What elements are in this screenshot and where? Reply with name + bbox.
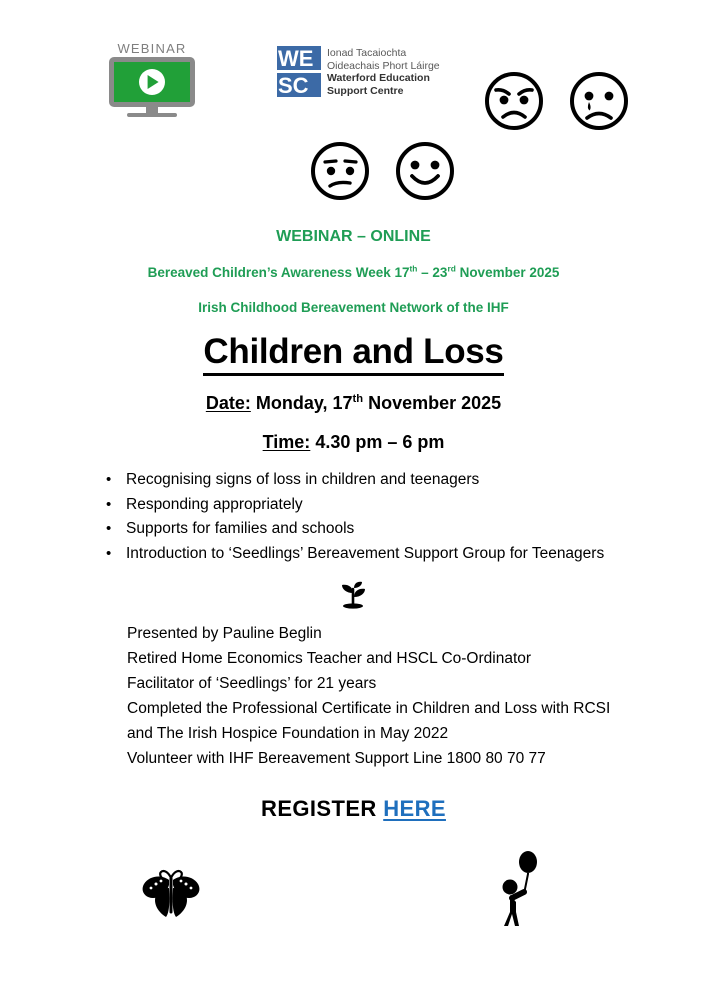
wesc-logo xyxy=(277,46,440,103)
awareness-week-pre: Bereaved Children’s Awareness Week 17 xyxy=(147,265,410,280)
confused-face-icon xyxy=(309,140,371,207)
presenter-line: Volunteer with IHF Bereavement Support Line 1800 80 70 77 xyxy=(127,750,546,767)
presenter-details xyxy=(127,621,687,771)
page-title-text: Children and Loss xyxy=(203,332,503,376)
time-value: 4.30 pm – 6 pm xyxy=(310,432,445,452)
presenter-line: and The Irish Hospice Foundation in May 2022 xyxy=(127,725,449,742)
page-title xyxy=(0,332,707,372)
monitor-base xyxy=(127,113,177,117)
awareness-week-sup-rd: rd xyxy=(447,263,456,274)
svg-text:WE: WE xyxy=(278,46,314,71)
presenter-line: Completed the Professional Certificate in Children and Loss with RCSI xyxy=(127,700,611,717)
register-line xyxy=(0,796,707,822)
network-line: Irish Childhood Bereavement Network of the IHF xyxy=(198,300,509,315)
webinar-logo xyxy=(106,42,198,117)
crying-face-icon xyxy=(568,70,630,137)
list-item: • Recognising signs of loss in children and teenagers xyxy=(126,468,707,493)
date-line xyxy=(0,393,707,414)
butterfly-icon xyxy=(139,868,203,927)
intro-block xyxy=(0,227,707,317)
seedling-icon xyxy=(0,576,707,615)
wesc-logo-mark xyxy=(277,46,321,103)
awareness-week-sup-th: th xyxy=(409,263,418,274)
wesc-line-2: Oideachais Phort Láirge xyxy=(327,59,440,72)
date-sup: th xyxy=(352,393,364,405)
topics-list xyxy=(96,468,707,566)
list-item: • Introduction to ‘Seedlings’ Bereavement Support Group for Teenagers xyxy=(126,542,707,567)
webinar-online-heading: WEBINAR – ONLINE xyxy=(276,228,431,245)
presenter-line: Facilitator of ‘Seedlings’ for 21 years xyxy=(127,675,377,692)
list-item: • Responding appropriately xyxy=(126,493,707,518)
awareness-week-post: November 2025 xyxy=(455,265,560,280)
presenter-line: Presented by Pauline Beglin xyxy=(127,625,322,642)
angry-face-icon xyxy=(483,70,545,137)
wesc-line-3: Waterford Education xyxy=(327,72,430,85)
register-label: REGISTER xyxy=(261,796,384,821)
wesc-line-4: Support Centre xyxy=(327,84,404,97)
awareness-week-line xyxy=(0,264,707,282)
presenter-line: Retired Home Economics Teacher and HSCL Co-Ordinator xyxy=(127,650,532,667)
date-value-post: November 2025 xyxy=(363,393,502,413)
monitor-play-icon xyxy=(109,57,195,107)
play-triangle xyxy=(148,75,159,89)
wesc-line-1: Ionad Tacaiochta xyxy=(327,47,407,59)
happy-face-icon xyxy=(394,140,456,207)
webinar-logo-label: WEBINAR xyxy=(117,41,187,56)
time-line xyxy=(0,432,707,453)
date-label: Date: xyxy=(205,393,251,413)
date-value-pre: Monday, 17 xyxy=(250,393,353,413)
time-label: Time: xyxy=(262,432,311,452)
awareness-week-mid: – 23 xyxy=(417,265,448,280)
wesc-logo-text xyxy=(327,46,440,97)
list-item: • Supports for families and schools xyxy=(126,517,707,542)
svg-text:SC: SC xyxy=(278,73,309,98)
register-here-link[interactable]: HERE xyxy=(383,796,446,821)
child-with-balloon-icon xyxy=(497,850,541,935)
header-logos xyxy=(0,30,707,130)
